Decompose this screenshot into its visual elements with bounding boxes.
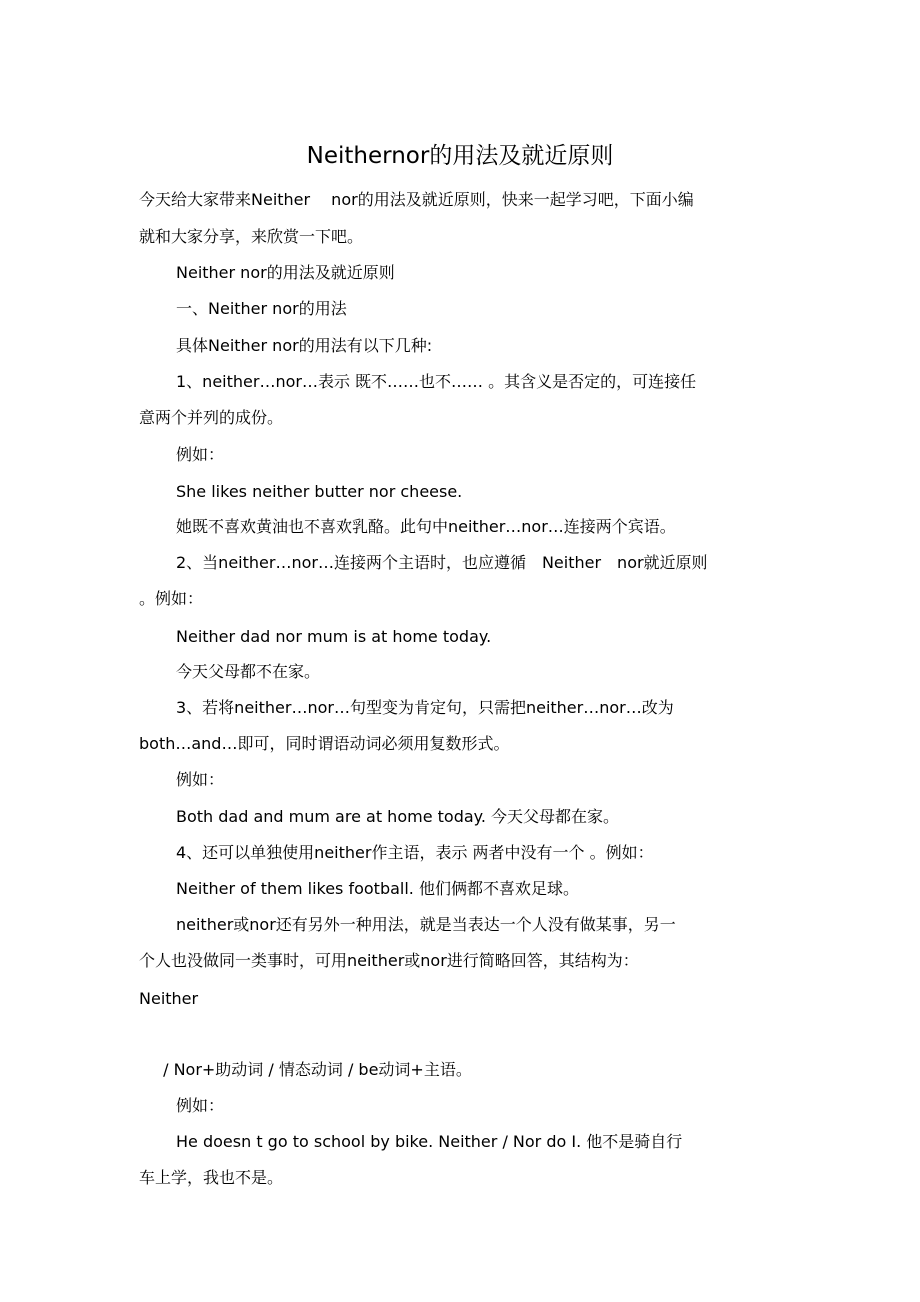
paragraph-line: 车上学，我也不是。 [139, 1168, 284, 1187]
paragraph-line: 具体Neither nor的用法有以下几种: [176, 336, 433, 355]
example-translation: 今天父母都不在家。 [176, 662, 321, 681]
paragraph-line: 2、当neither…nor…连接两个主语时，也应遵循 Neither nor就近原则 [176, 553, 708, 572]
example-label: 例如： [176, 770, 225, 789]
section-heading: 一、Neither nor的用法 [176, 299, 347, 318]
example-sentence: Both dad and mum are at home today. 今天父母都在家。 [176, 807, 620, 826]
example-translation: 她既不喜欢黄油也不喜欢乳酪。此句中neither…nor…连接两个宾语。 [176, 517, 676, 536]
example-label: 例如： [176, 1096, 225, 1115]
paragraph-line: 个人也没做同一类事时，可用neither或nor进行简略回答，其结构为： [139, 951, 639, 970]
paragraph-line: 4、还可以单独使用neither作主语，表示 两者中没有一个 。例如： [176, 843, 654, 862]
example-sentence: Neither of them likes football. 他们俩都不喜欢足球。 [176, 879, 579, 898]
document-title: Neithernor的用法及就近原则 [306, 143, 614, 169]
paragraph-line: 意两个并列的成份。 [139, 408, 284, 427]
example-label: 例如： [176, 445, 225, 464]
example-sentence: He doesn t go to school by bike. Neither / Nor do I. 他不是骑自行 [176, 1132, 683, 1151]
example-sentence: Neither dad nor mum is at home today. [176, 627, 492, 646]
paragraph-line: 3、若将neither…nor…句型变为肯定句，只需把neither…nor…改为 [176, 698, 674, 717]
paragraph-line: neither或nor还有另外一种用法，就是当表达一个人没有做某事，另一 [176, 915, 676, 934]
paragraph-line: 。例如： [139, 589, 204, 608]
paragraph-line: 今天给大家带来Neither nor的用法及就近原则，快来一起学习吧，下面小编 [139, 190, 694, 209]
example-sentence: She likes neither butter nor cheese. [176, 482, 463, 501]
structure-formula: / Nor+助动词 / 情态动词 / be动词+主语。 [158, 1060, 472, 1079]
paragraph-line: both…and…即可，同时谓语动词必须用复数形式。 [139, 734, 510, 753]
paragraph-line: 就和大家分享，来欣赏一下吧。 [139, 227, 364, 246]
paragraph-line: 1、neither…nor…表示 既不……也不…… 。其含义是否定的，可连接任 [176, 372, 697, 391]
paragraph-line: Neither [139, 989, 199, 1008]
section-heading: Neither nor的用法及就近原则 [176, 263, 395, 282]
